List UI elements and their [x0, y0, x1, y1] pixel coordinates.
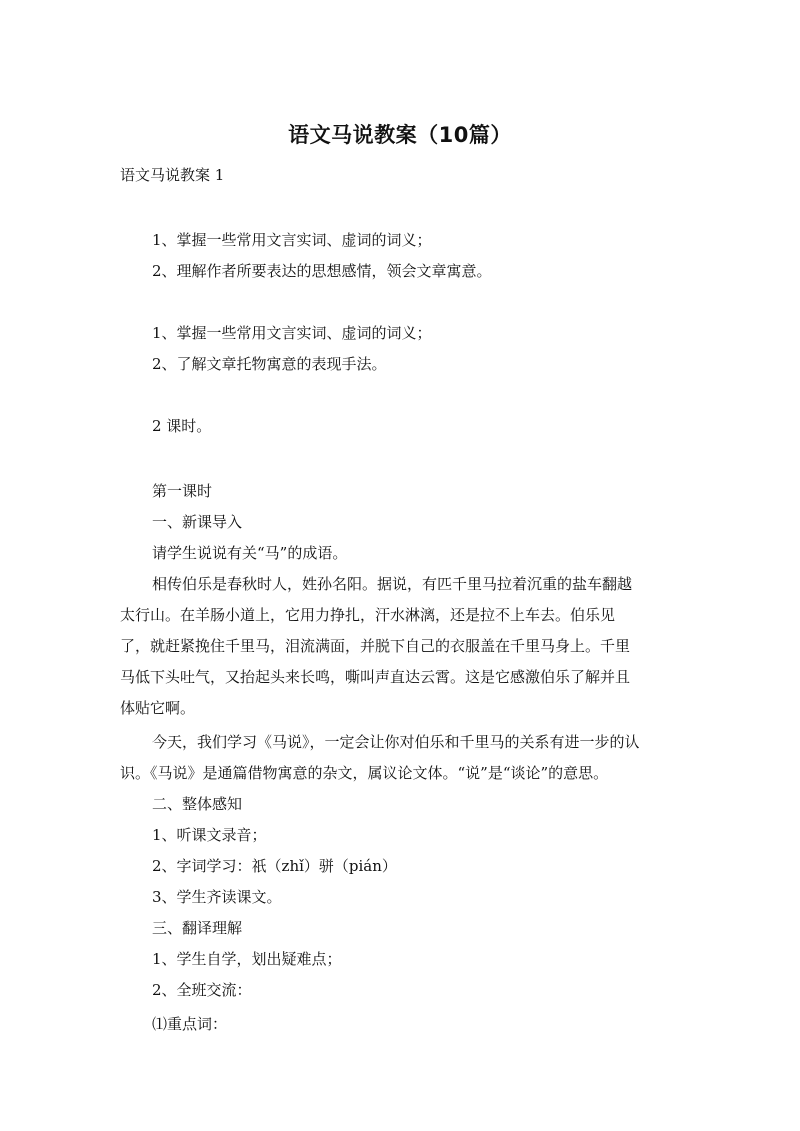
- key-point-line-1: 1、掌握一些常用文言实词、虚词的词义；: [152, 324, 432, 342]
- section-heading-overview: 二、整体感知: [152, 795, 243, 813]
- lesson-heading: 第一课时: [152, 482, 213, 500]
- paragraph-line: 了，就赶紧挽住千里马，泪流满面，并脱下自己的衣服盖在千里马身上。千里: [120, 637, 631, 655]
- paragraph-line: 识。《马说》是通篇借物寓意的杂文，属议论文体。“说”是“谈论”的意思。: [120, 764, 609, 782]
- goal-line-2: 2、理解作者所要表达的思想感情，领会文章寓意。: [152, 262, 492, 280]
- goal-line-1: 1、掌握一些常用文言实词、虚词的词义；: [152, 231, 432, 249]
- section-heading: 语文马说教案 1: [120, 166, 225, 184]
- section-heading-intro: 一、新课导入: [152, 513, 243, 531]
- paragraph-line: 马低下头吐气，又抬起头来长鸣，嘶叫声直达云霄。这是它感激伯乐了解并且: [120, 668, 631, 686]
- section-heading-translation: 三、翻译理解: [152, 919, 243, 937]
- list-item: 2、全班交流：: [152, 981, 252, 999]
- key-point-line-2: 2、了解文章托物寓意的表现手法。: [152, 355, 387, 373]
- paragraph-line: 今天，我们学习《马说》，一定会让你对伯乐和千里马的关系有进一步的认: [152, 733, 640, 751]
- list-item: 1、听课文录音；: [152, 826, 267, 844]
- list-item: ⑴重点词：: [152, 1015, 228, 1033]
- list-item: 2、字词学习：祇（zhǐ）骈（pián）: [152, 857, 397, 875]
- list-item: 1、学生自学，划出疑难点；: [152, 950, 342, 968]
- paragraph-line: 请学生说说有关“马”的成语。: [152, 544, 348, 562]
- list-item: 3、学生齐读课文。: [152, 888, 282, 906]
- document-title: 语文马说教案（10篇）: [288, 123, 512, 147]
- paragraph-line: 太行山。在羊肠小道上，它用力挣扎，汗水淋漓，还是拉不上车去。伯乐见: [120, 606, 616, 624]
- class-hours-line: 2 课时。: [152, 417, 212, 435]
- paragraph-line: 体贴它啊。: [120, 699, 196, 717]
- paragraph-line: 相传伯乐是春秋时人，姓孙名阳。据说，有匹千里马拉着沉重的盐车翻越: [152, 575, 633, 593]
